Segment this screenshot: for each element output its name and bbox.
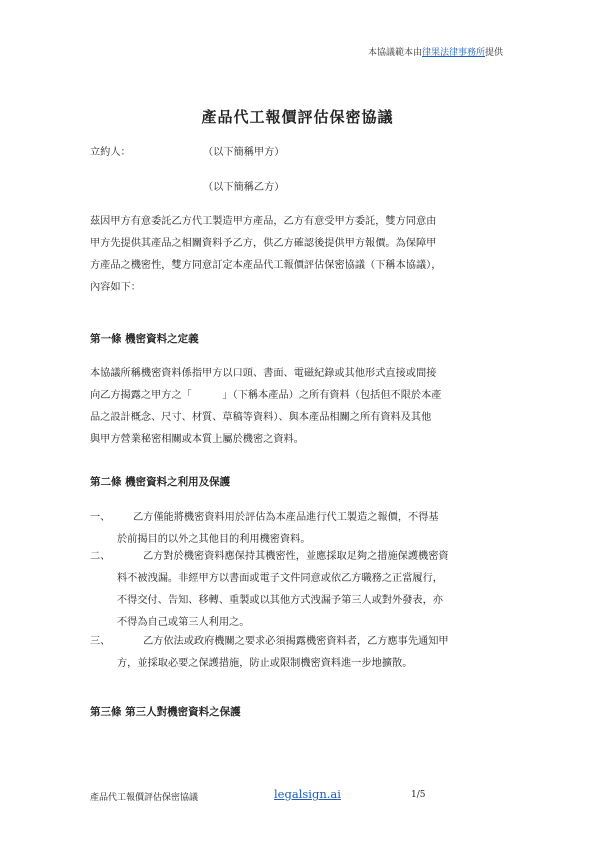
intro-line: 方產品之機密性，雙方同意訂定本產品代工報價評估保密協議（下稱本協議）， <box>90 260 442 271</box>
item-number: 二、 <box>90 551 111 562</box>
item-number: 一、 <box>90 512 111 523</box>
item-line: 方，並採取必要之保護措施，防止或限制機密資料進一步地擴散。 <box>117 658 413 669</box>
article-2-item-3 <box>90 631 515 675</box>
item-number: 三、 <box>90 636 111 647</box>
header-note-prefix: 本協議範本由 <box>367 48 422 58</box>
party-b-text: （以下簡稱乙方） <box>203 182 285 193</box>
footer-page-number: 1/5 <box>411 790 426 800</box>
intro-paragraph <box>90 211 510 299</box>
party-a-text: （以下簡稱甲方） <box>203 147 285 158</box>
intro-line: 內容如下： <box>90 282 141 293</box>
header-note <box>368 45 503 58</box>
article-1-heading: 第一條 機密資料之定義 <box>90 333 199 345</box>
item-line: 料不被洩漏。非經甲方以書面或電子文件同意或依乙方職務之正當履行， <box>117 573 443 584</box>
footer-legalsign-link[interactable]: legalsign.ai <box>274 787 341 801</box>
parties-label: 立約人： <box>90 147 131 158</box>
article-2-heading: 第二條 機密資料之利用及保護 <box>90 476 231 488</box>
article-1-line: 向乙方揭露之甲方之「 」（下稱本產品）之所有資料（包括但不限於本產 <box>90 390 442 401</box>
article-1-line: 與甲方營業秘密相關或本質上屬於機密之資料。 <box>90 434 304 445</box>
item-line: 乙方僅能將機密資料用於評估為本產品進行代工製造之報價，不得基 <box>133 512 439 523</box>
article-1-line: 品之設計概念、尺寸、材質、草稿等資料）、與本產品相關之所有資料及其他 <box>90 412 432 423</box>
intro-line: 甲方先提供其產品之相關資料予乙方，供乙方確認後提供甲方報價。為保障甲 <box>90 238 437 249</box>
item-line: 於前揭目的以外之其他目的利用機密資料。 <box>117 534 311 545</box>
item-line: 乙方對於機密資料應保持其機密性，並應採取足夠之措施保護機密資 <box>143 551 449 562</box>
article-2-item-1 <box>90 507 515 551</box>
document-title: 產品代工報價評估保密協議 <box>201 108 394 126</box>
intro-line: 茲因甲方有意委託乙方代工製造甲方產品，乙方有意受甲方委託，雙方同意由 <box>90 216 437 227</box>
footer-document-name: 產品代工報價評估保密協議 <box>90 793 199 803</box>
law-firm-link[interactable]: 律果法律事務所 <box>421 48 485 58</box>
party-a-line <box>90 142 285 164</box>
item-line: 不得為自己或第三人利用之。 <box>117 617 250 628</box>
article-1-line: 本協議所稱機密資料係指甲方以口頭、書面、電磁紀錄或其他形式直接或間接 <box>90 368 437 379</box>
article-1-paragraph <box>90 363 510 451</box>
header-note-suffix: 提供 <box>484 48 503 58</box>
article-3-heading: 第三條 第三人對機密資料之保護 <box>90 706 241 718</box>
item-line: 乙方依法或政府機關之要求必須揭露機密資料者，乙方應事先通知甲 <box>143 636 449 647</box>
article-2-item-2 <box>90 546 515 634</box>
item-line: 不得交付、告知、移轉、重製或以其他方式洩漏予第三人或對外發表，亦 <box>117 595 443 606</box>
